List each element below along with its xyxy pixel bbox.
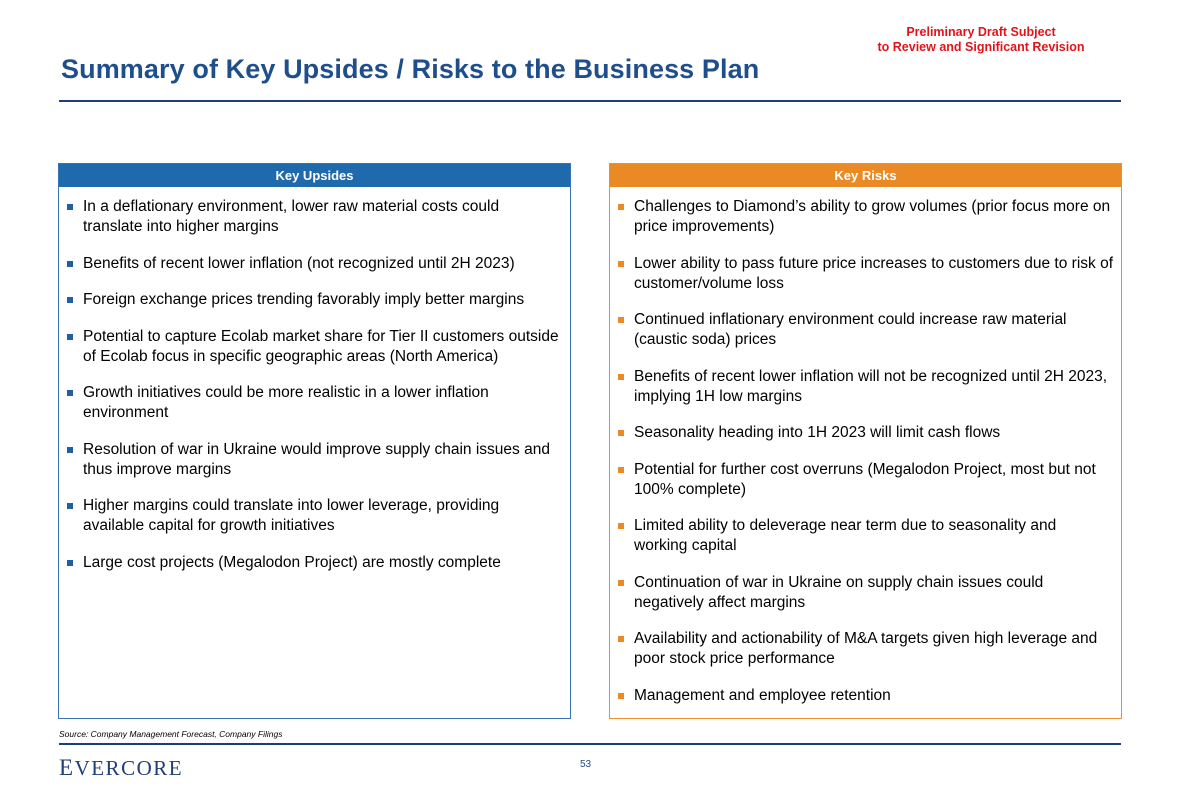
risk-item-text: Lower ability to pass future price increases to customers due to risk of customer/volume loss xyxy=(634,254,1113,292)
upside-item-text: Potential to capture Ecolab market share for Tier II customers outside of Ecolab focus in specific geographic areas (North America) xyxy=(83,327,559,365)
square-bullet-icon xyxy=(618,374,624,380)
risk-item xyxy=(618,686,1113,706)
upside-item-text: Benefits of recent lower inflation (not recognized until 2H 2023) xyxy=(83,254,515,272)
draft-notice xyxy=(851,25,1111,55)
title-divider xyxy=(59,100,1121,102)
logo-initial: E xyxy=(59,755,75,780)
source-note: Source: Company Management Forecast, Company Filings xyxy=(59,729,283,739)
square-bullet-icon xyxy=(618,580,624,586)
risk-item xyxy=(618,573,1113,613)
risk-item-text: Seasonality heading into 1H 2023 will limit cash flows xyxy=(634,424,1001,441)
risk-item-text: Challenges to Diamond’s ability to grow volumes (prior focus more on price improvements) xyxy=(634,198,1111,235)
page-title: Summary of Key Upsides / Risks to the Business Plan xyxy=(61,54,760,84)
square-bullet-icon xyxy=(618,204,624,210)
square-bullet-icon xyxy=(67,447,73,453)
upside-item xyxy=(67,254,562,274)
upside-item-text: Large cost projects (Megalodon Project) are mostly complete xyxy=(83,553,501,571)
risk-item-text: Potential for further cost overruns (Megalodon Project, most but not 100% complete) xyxy=(634,460,1096,498)
risk-item xyxy=(618,516,1113,556)
risk-item-text: Availability and actionability of M&A targets given high leverage and poor stock price performance xyxy=(634,630,1098,667)
square-bullet-icon xyxy=(67,390,73,396)
upside-item xyxy=(67,553,562,573)
upside-item xyxy=(67,440,562,480)
key-upsides-panel xyxy=(58,163,571,719)
square-bullet-icon xyxy=(67,334,73,340)
upside-item-text: Higher margins could translate into lower leverage, providing available capital for growth initiatives xyxy=(83,497,500,534)
risk-item xyxy=(618,460,1113,500)
upside-item xyxy=(67,197,562,237)
upside-item-text: Growth initiatives could be more realistic in a lower inflation environment xyxy=(83,384,489,421)
upside-item xyxy=(67,290,562,310)
risk-item xyxy=(618,423,1113,443)
upside-item xyxy=(67,383,562,423)
draft-notice-line2: to Review and Significant Revision xyxy=(877,40,1085,54)
footer-divider xyxy=(59,743,1121,745)
risk-item xyxy=(618,197,1113,237)
draft-notice-line1: Preliminary Draft Subject xyxy=(906,25,1056,39)
risk-item-text: Management and employee retention xyxy=(634,686,891,704)
square-bullet-icon xyxy=(618,467,624,473)
square-bullet-icon xyxy=(618,430,624,436)
upside-item-text: Foreign exchange prices trending favorably imply better margins xyxy=(83,291,525,308)
square-bullet-icon xyxy=(67,261,73,267)
upside-item xyxy=(67,327,562,367)
square-bullet-icon xyxy=(618,636,624,642)
risk-item-text: Continued inflationary environment could increase raw material (caustic soda) prices xyxy=(634,311,1067,348)
risk-item-text: Continuation of war in Ukraine on supply chain issues could negatively affect margins xyxy=(634,573,1044,611)
square-bullet-icon xyxy=(618,693,624,699)
risk-item xyxy=(618,310,1113,350)
evercore-logo xyxy=(59,755,183,781)
square-bullet-icon xyxy=(618,261,624,267)
key-risks-header: Key Risks xyxy=(610,164,1121,187)
risk-item xyxy=(618,629,1113,669)
square-bullet-icon xyxy=(67,560,73,566)
key-upsides-header: Key Upsides xyxy=(59,164,570,187)
upside-item-text: In a deflationary environment, lower raw material costs could translate into higher margins xyxy=(83,198,500,235)
key-risks-panel xyxy=(609,163,1122,719)
square-bullet-icon xyxy=(67,297,73,303)
square-bullet-icon xyxy=(618,317,624,323)
square-bullet-icon xyxy=(618,523,624,529)
upside-item xyxy=(67,496,562,536)
risk-item-text: Limited ability to deleverage near term due to seasonality and working capital xyxy=(634,517,1057,554)
square-bullet-icon xyxy=(67,503,73,509)
logo-rest: VERCORE xyxy=(74,756,184,780)
risk-item-text: Benefits of recent lower inflation will not be recognized until 2H 2023, implying 1H low margins xyxy=(634,367,1108,405)
key-upsides-list xyxy=(59,187,570,573)
upside-item-text: Resolution of war in Ukraine would improve supply chain issues and thus improve margins xyxy=(83,440,550,478)
risk-item xyxy=(618,254,1113,294)
page-number: 53 xyxy=(580,759,592,770)
square-bullet-icon xyxy=(67,204,73,210)
key-risks-list xyxy=(610,187,1121,706)
risk-item xyxy=(618,367,1113,407)
